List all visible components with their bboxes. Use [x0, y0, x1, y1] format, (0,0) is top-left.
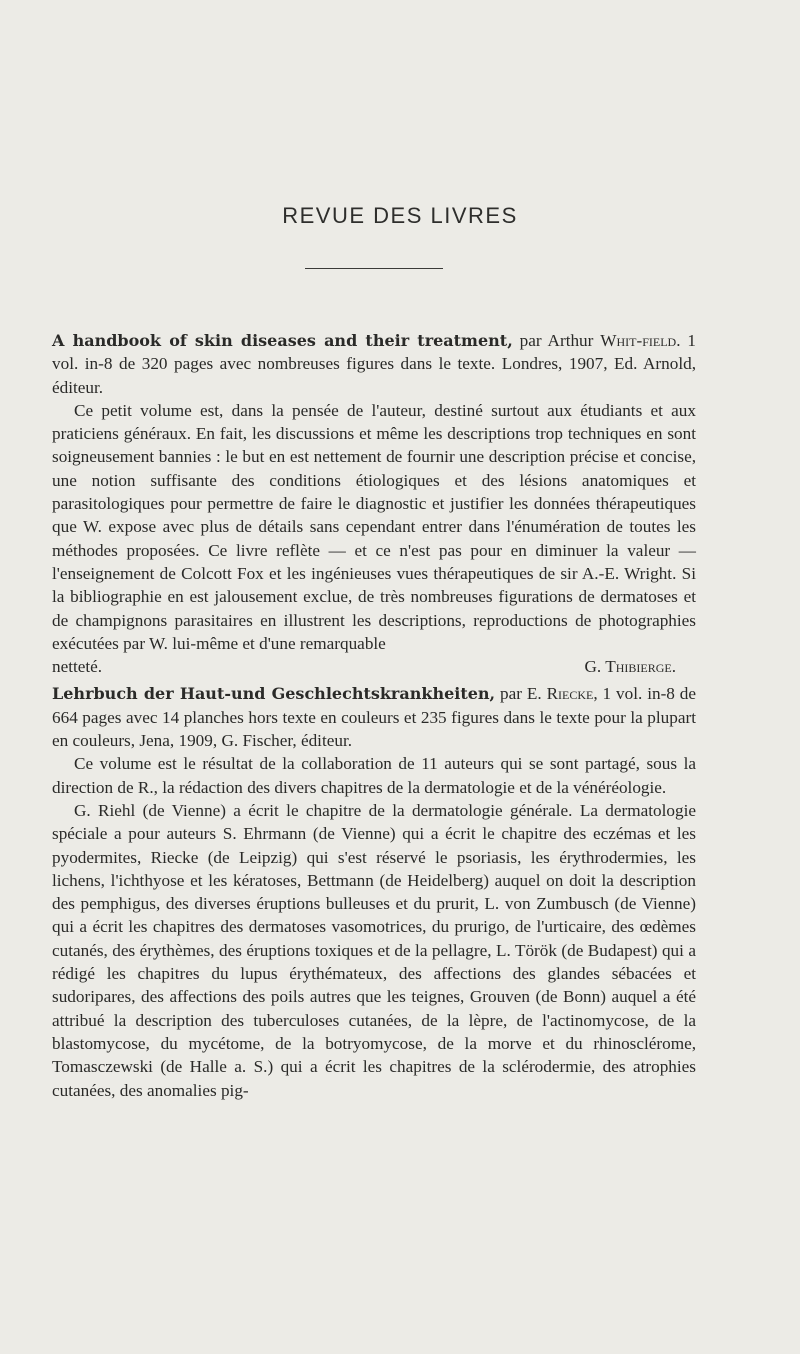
entry1-citation — [52, 329, 696, 399]
entry1-details: 1 vol. in-8 de 320 pages avec nombreuses figures dans le texte. Londres, 1907, Ed. Arnold, éditeur. — [52, 331, 697, 397]
entry1-par: par Arthur — [512, 331, 601, 350]
entry1-body: Ce petit volume est, dans la pensée de l'auteur, destiné surtout aux étudiants et aux praticiens généraux. En fait, les discussions et même les descriptions trop techniques en sont soigneusement bannies : le but en est nettement de fournir une description précise et concise, une notion suffisante des conditions étiologiques et des lésions anatomiques et parasitologiques pour permettre de faire le diagnostic et justifier les données thérapeutiques que W. expose avec plus de détails sans cependant entrer dans l'énumération de toutes les méthodes proposées. Ce livre reflète — et ce n'est pas pour en diminuer la valeur — l'enseignement de Colcott Fox et les ingénieuses vues thérapeutiques de sir A.-E. Wright. Si la bibliographie en est jalousement exclue, de très nombreuses figurations de dermatoses et de champignons parasitaires en illustrent les descriptions, reproductions de photographies exécutées par W. lui-même et d'une remarquable — [52, 400, 696, 653]
entry1-signature: G. Thibierge. — [584, 657, 676, 677]
entry1-body-end: netteté. — [52, 657, 103, 677]
section-heading: REVUE DES LIVRES — [282, 203, 518, 228]
entry2-par: par E. — [495, 684, 547, 704]
entry2-citation — [52, 682, 696, 752]
entry2-author: Riecke, — [546, 684, 598, 704]
entry2-para1: Ce volume est le résultat de la collaboration de 11 auteurs qui se sont partagé, sous la direction de R., la rédaction des divers chapitres de la dermatologie et de la vénéréologie. — [52, 754, 696, 797]
entry1-author: Whit-field. — [600, 331, 681, 350]
review-text — [52, 329, 696, 1102]
entry2-title: Lehrbuch der Haut-und Geschlechtskrankheiten, — [52, 684, 496, 704]
entry1-title: A handbook of skin diseases and their treatment, — [52, 331, 513, 350]
heading-rule — [305, 268, 443, 269]
entry1-signoff — [52, 655, 696, 678]
entry2-details: 1 vol. in-8 de 664 pages avec 14 planches hors texte en couleurs et 235 figures dans le texte pour la plupart en couleurs, Jena, 1909, G. Fischer, éditeur. — [52, 684, 696, 751]
entry2-para2: G. Riehl (de Vienne) a écrit le chapitre de la dermatologie générale. La dermatologie spéciale a pour auteurs S. Ehrmann (de Vienne) qui a écrit le chapitre des eczémas et les pyodermites, Riecke (de Leipzig) qui s'est réservé le psoriasis, les érythrodermies, les lichens, l'ichthyose et les kératoses, Bettmann (de Heidelberg) auquel on doit la description des pemphigus, des diverses éruptions bulleuses et du prurit, L. von Zumbusch (de Vienne) qui a écrit les chapitres des dermatoses vasomotrices, du prurigo, de l'urticaire, des œdèmes cutanés, des érythèmes, des éruptions toxiques et de la pellagre, L. Török (de Budapest) qui a rédigé les chapitres du lupus érythémateux, des affections des glandes sébacées et sudoripares, des affections des poils autres que les teignes, Grouven (de Bonn) auquel a été attribué la description des tuberculoses cutanées, de la lèpre, de l'actinomycose, de la blastomycose, du mycétome, de la botryomycose, de la morve et du rhinosclérome, Tomasczewski (de Halle a. S.) qui a écrit les chapitres de la sclérodermie, des atrophies cutanées, des anomalies pig- — [52, 800, 696, 1100]
